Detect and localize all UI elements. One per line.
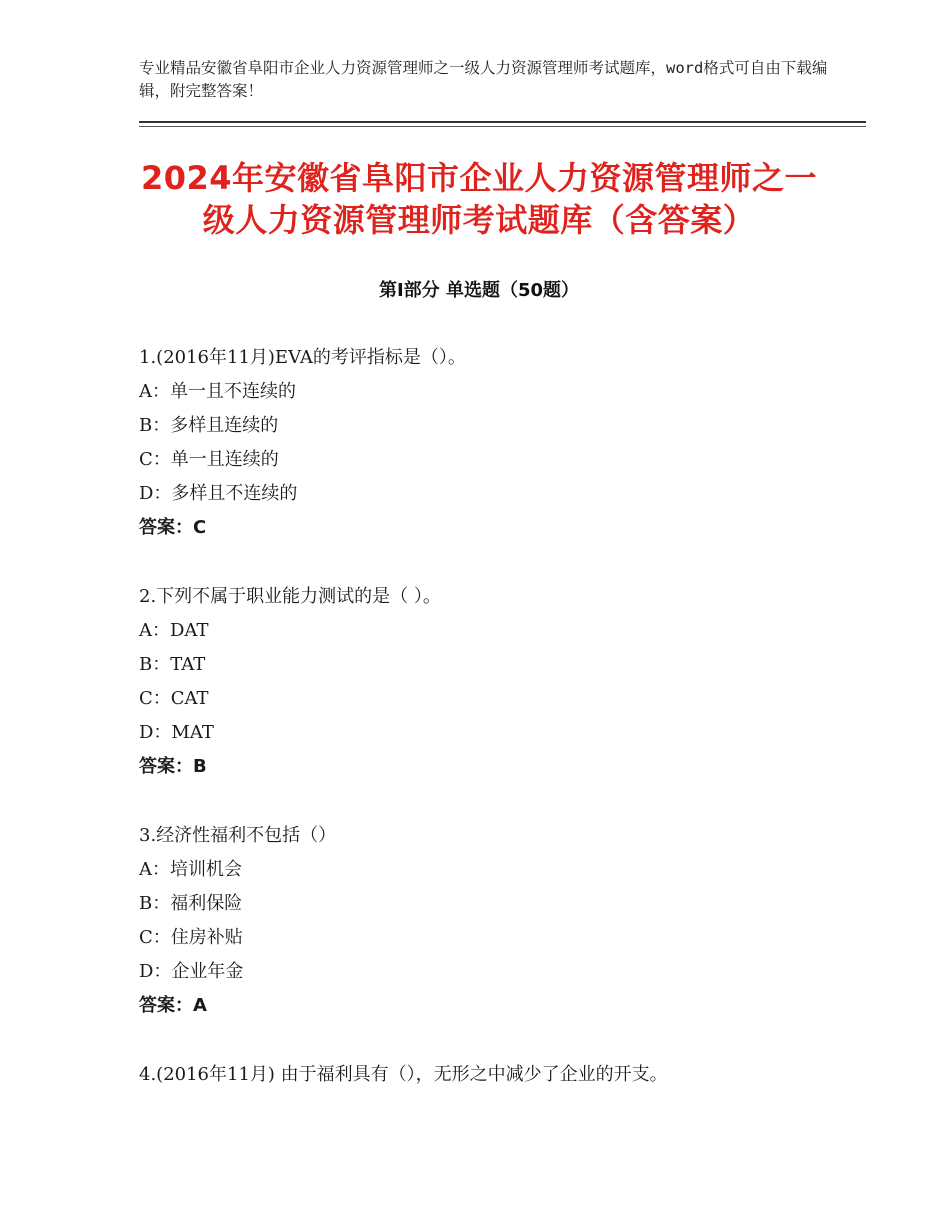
header-rule-thick	[139, 121, 866, 123]
question-stem: 1.(2016年11月)EVA的考评指标是（）。	[139, 347, 466, 368]
option-a: A：培训机会	[139, 859, 242, 880]
option-b: B：TAT	[139, 654, 206, 675]
option-d: D：MAT	[139, 722, 214, 743]
option-c: C：CAT	[139, 688, 209, 709]
question-stem: 2.下列不属于职业能力测试的是（ ）。	[139, 586, 441, 607]
question-stem: 4.(2016年11月) 由于福利具有（），无形之中减少了企业的开支。	[139, 1064, 668, 1085]
answer: 答案：C	[139, 517, 207, 538]
question-1	[139, 341, 859, 545]
option-b: B：福利保险	[139, 893, 243, 914]
option-a: A：DAT	[139, 620, 209, 641]
answer: 答案：B	[139, 756, 207, 777]
option-b: B：多样且连续的	[139, 415, 279, 436]
header-rule-thin	[139, 126, 866, 127]
option-d: D：多样且不连续的	[139, 483, 298, 504]
question-stem: 3.经济性福利不包括（）	[139, 825, 337, 846]
option-c: C：住房补贴	[139, 927, 243, 948]
option-a: A：单一且不连续的	[139, 381, 296, 402]
option-c: C：单一且连续的	[139, 449, 279, 470]
question-4	[139, 1058, 859, 1092]
answer: 答案：A	[139, 995, 207, 1016]
question-2	[139, 580, 859, 784]
question-3	[139, 819, 859, 1023]
header-note: 专业精品安徽省阜阳市企业人力资源管理师之一级人力资源管理师考试题库，word格式可自由下载编辑，附完整答案！	[139, 59, 828, 100]
section-heading: 第Ⅰ部分 单选题（50题）	[378, 280, 579, 301]
option-d: D：企业年金	[139, 961, 244, 982]
document-title: 2024年安徽省阜阳市企业人力资源管理师之一级人力资源管理师考试题库（含答案）	[140, 159, 818, 239]
